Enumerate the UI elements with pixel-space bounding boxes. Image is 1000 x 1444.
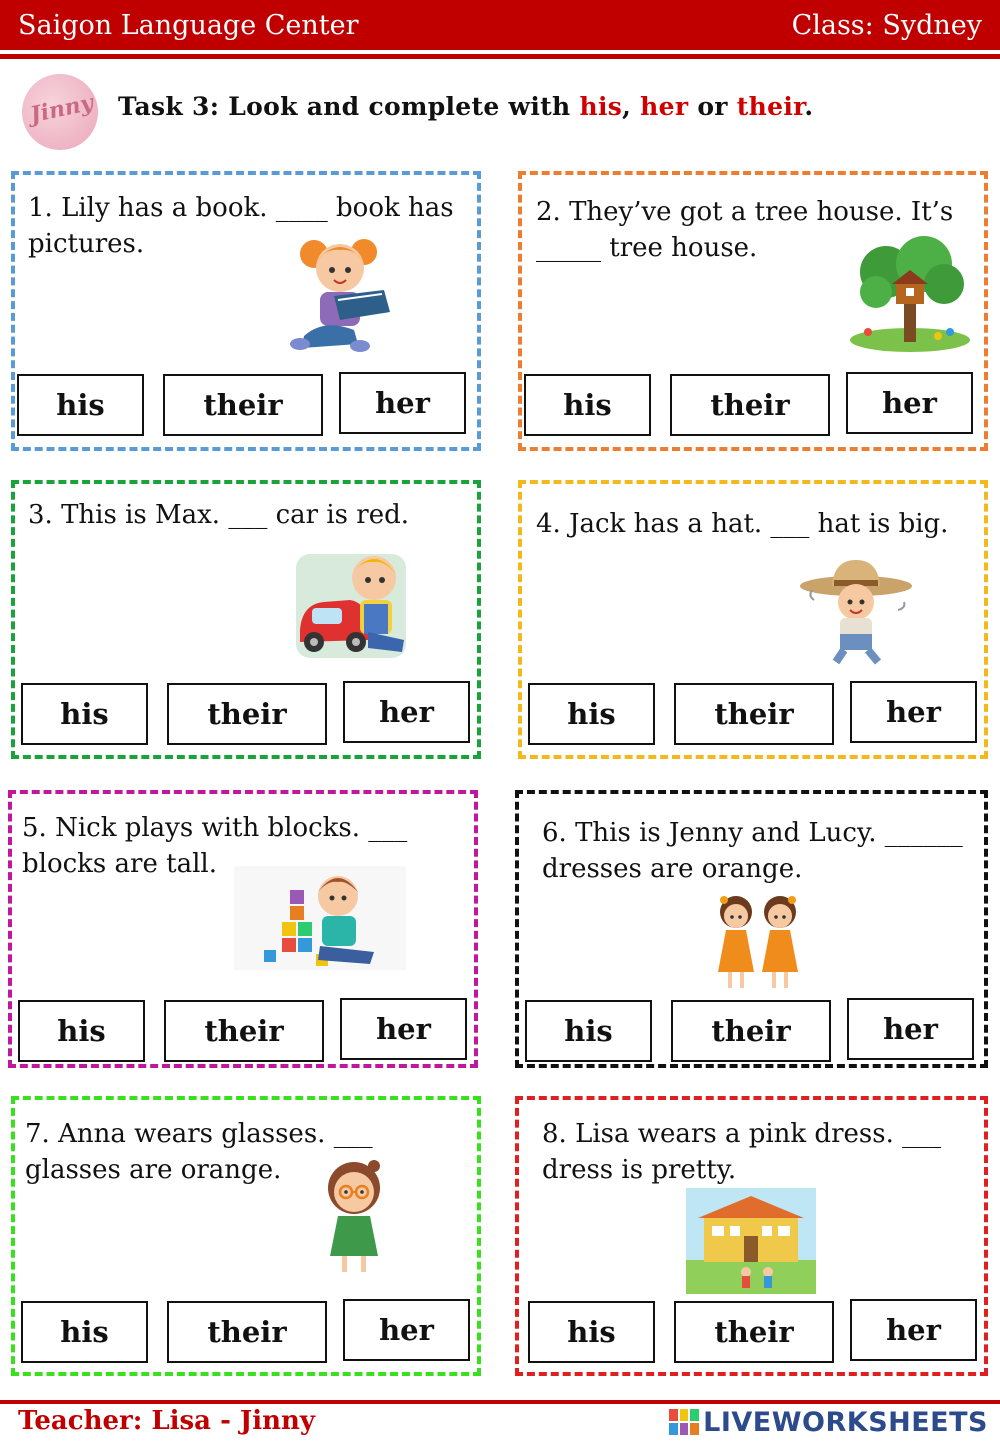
card-1-option-his[interactable]: his <box>17 374 144 436</box>
card-8-option-her[interactable]: her <box>850 1299 977 1361</box>
question-1-text: 1. Lily has a book. ____ book has pictures. <box>28 193 454 259</box>
header-divider <box>0 54 1000 59</box>
card-1-option-their[interactable]: their <box>163 374 323 436</box>
card-3-option-their[interactable]: their <box>167 683 327 745</box>
card-8-option-his[interactable]: his <box>528 1301 655 1363</box>
card-6-option-his[interactable]: his <box>525 1000 652 1062</box>
card-1-option-her[interactable]: her <box>339 372 466 434</box>
liveworksheets-logo <box>669 1404 988 1440</box>
card-8-option-their[interactable]: their <box>674 1301 834 1363</box>
logo-text: Jinny <box>27 89 96 129</box>
card-2-option-his[interactable]: his <box>524 374 651 436</box>
girl-reading-illustration <box>284 226 396 356</box>
question-3-text: 3. This is Max. ___ car is red. <box>28 500 409 530</box>
card-2-option-her[interactable]: her <box>846 372 973 434</box>
card-6-option-their[interactable]: their <box>671 1000 831 1062</box>
card-3-option-her[interactable]: her <box>343 681 470 743</box>
card-4-option-his[interactable]: his <box>528 683 655 745</box>
card-7-option-his[interactable]: his <box>21 1301 148 1363</box>
twin-girls-illustration <box>712 890 804 994</box>
card-5-option-her[interactable]: her <box>340 998 467 1060</box>
card-5-option-their[interactable]: their <box>164 1000 324 1062</box>
question-8-text: 8. Lisa wears a pink dress. ___ dress is pretty. <box>542 1119 942 1185</box>
question-2-text: 2. They’ve got a tree house. It’s _____ tree house. <box>536 197 954 263</box>
card-4-option-their[interactable]: their <box>674 683 834 745</box>
question-6-text: 6. This is Jenny and Lucy. ______ dresses are orange. <box>542 818 963 884</box>
jinny-logo <box>22 74 98 150</box>
girl-with-glasses-illustration <box>318 1158 390 1278</box>
school-building-illustration <box>686 1188 816 1294</box>
task-title: Task 3: Look and complete with his, her or their. <box>118 92 814 121</box>
question-4-text: 4. Jack has a hat. ___ hat is big. <box>536 509 949 539</box>
liveworksheets-mark-icon <box>669 1409 699 1435</box>
boy-with-blocks-illustration <box>234 866 406 970</box>
card-7-option-their[interactable]: their <box>167 1301 327 1363</box>
teacher-name: Teacher: Lisa - Jinny <box>18 1406 316 1436</box>
card-5-option-his[interactable]: his <box>18 1000 145 1062</box>
card-4-option-her[interactable]: her <box>850 681 977 743</box>
question-7-text: 7. Anna wears glasses. ___ glasses are orange. <box>25 1119 373 1185</box>
question-5-text: 5. Nick plays with blocks. ___ blocks are tall. <box>22 813 408 879</box>
liveworksheets-brand: LIVEWORKSHEETS <box>703 1406 988 1438</box>
boy-with-car-illustration <box>294 544 414 662</box>
card-6-option-her[interactable]: her <box>847 998 974 1060</box>
class-name: Class: Sydney <box>791 10 982 41</box>
tree-house-illustration <box>846 236 974 356</box>
header-bar <box>0 0 1000 50</box>
school-name: Saigon Language Center <box>18 10 359 41</box>
card-7-option-her[interactable]: her <box>343 1299 470 1361</box>
card-2-option-their[interactable]: their <box>670 374 830 436</box>
boy-with-hat-illustration <box>794 556 914 666</box>
card-3-option-his[interactable]: his <box>21 683 148 745</box>
